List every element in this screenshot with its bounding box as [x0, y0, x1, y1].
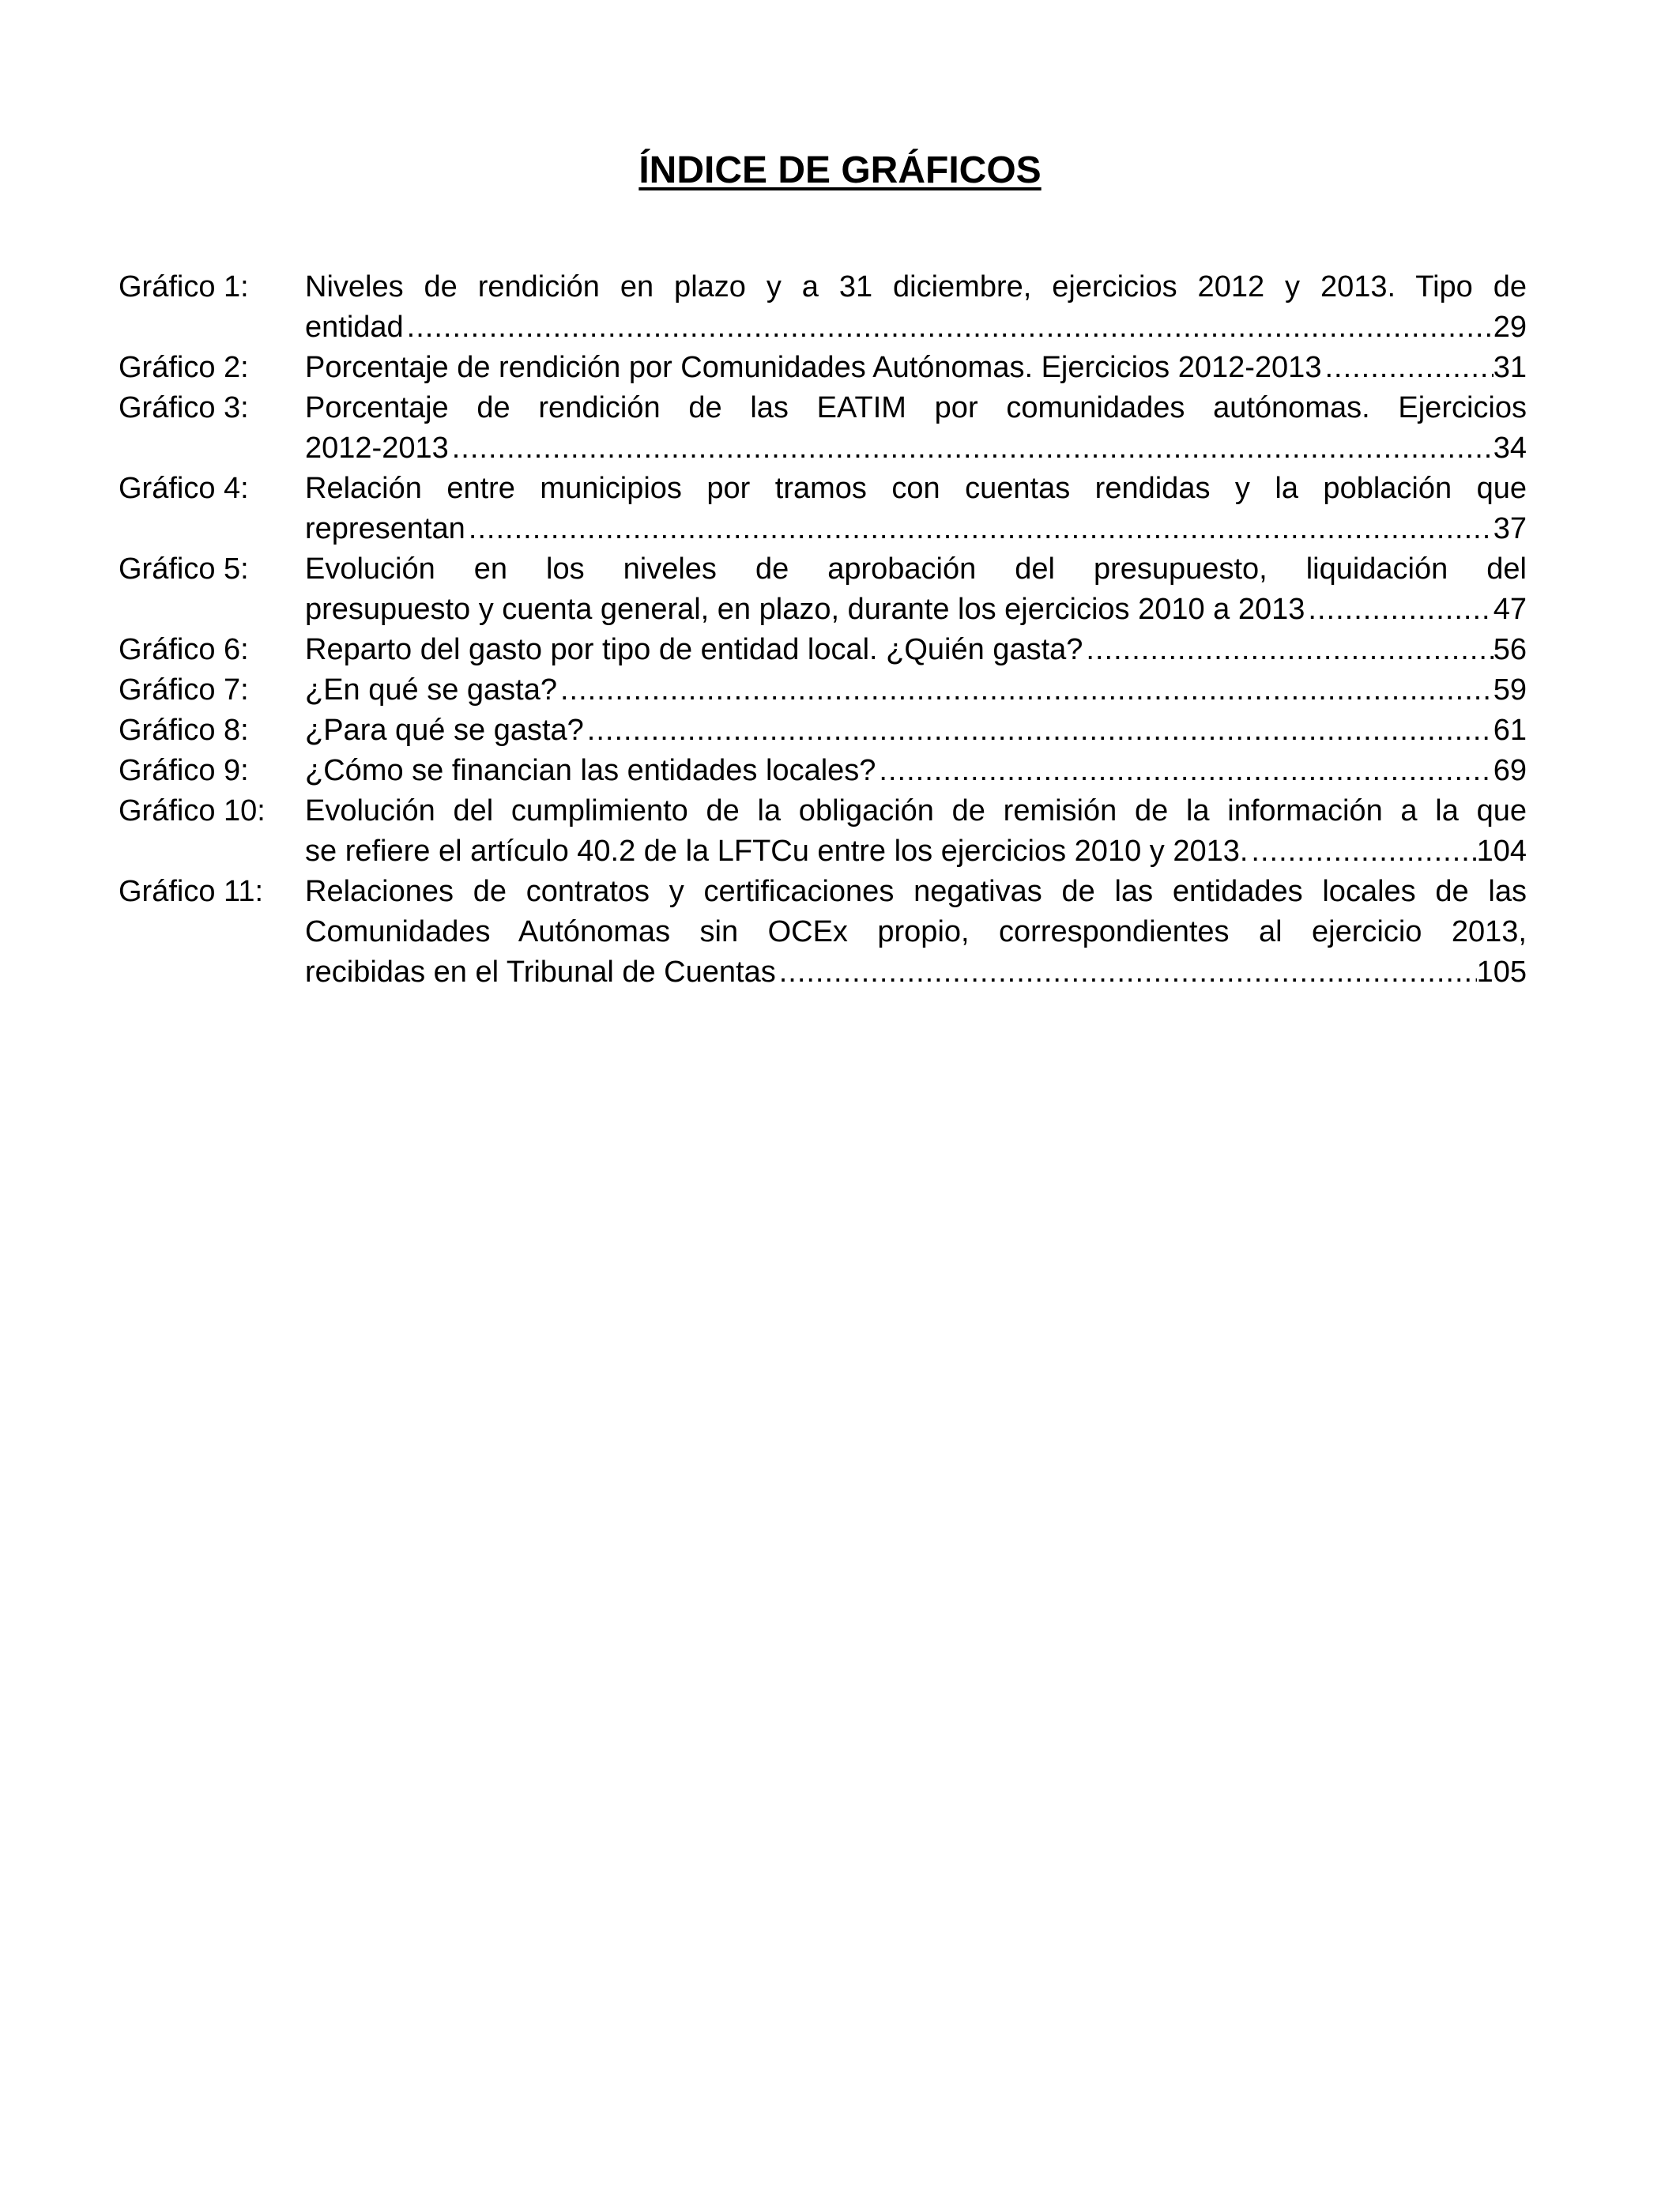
toc-entry-line: Porcentaje de rendición de las EATIM por comunidades autónomas. Ejercicios: [305, 391, 1527, 424]
dot-leader: [876, 751, 1493, 791]
toc-entry-line: Comunidades Autónomas sin OCEx propio, correspondientes al ejercicio 2013,: [305, 915, 1527, 948]
toc-entry-body: [305, 348, 1527, 388]
toc-entry-last-line: [305, 307, 1527, 348]
toc-entry-text: ¿Para qué se gasta?: [305, 714, 584, 747]
dot-leader: [449, 428, 1494, 469]
toc-entry-text: representan: [305, 512, 465, 545]
toc-entry-text: Porcentaje de rendición por Comunidades Autónomas. Ejercicios 2012-2013: [305, 351, 1322, 384]
toc-entry-last-line: [305, 751, 1527, 791]
toc-entry-body: [305, 469, 1527, 549]
toc-entry-last-line: [305, 509, 1527, 549]
toc-entry-text: entidad: [305, 311, 404, 344]
toc-entry-body: [305, 872, 1527, 993]
toc-entry-line: Evolución en los niveles de aprobación del presupuesto, liquidación del: [305, 552, 1527, 586]
toc-entry-page: 37: [1493, 512, 1527, 545]
toc-entry-body: [305, 751, 1527, 791]
toc-entry[interactable]: [119, 388, 1527, 469]
toc-entry-label: Gráfico 3:: [119, 391, 249, 424]
toc-entry-page: 56: [1493, 633, 1527, 666]
toc-entry-page: 34: [1493, 432, 1527, 465]
toc-entry[interactable]: [119, 751, 1527, 791]
toc-entry-line: Niveles de rendición en plazo y a 31 diciembre, ejercicios 2012 y 2013. Tipo de: [305, 270, 1527, 303]
toc-entry-body: [305, 670, 1527, 711]
toc-entry-text: se refiere el artículo 40.2 de la LFTCu entre los ejercicios 2010 y 2013.: [305, 835, 1249, 868]
toc-entry-label: Gráfico 11:: [119, 875, 264, 908]
toc-entry-last-line: [305, 630, 1527, 670]
toc-entry-last-line: [305, 711, 1527, 751]
toc-entry-page: 69: [1493, 754, 1527, 787]
toc-entry-label: Gráfico 7:: [119, 673, 249, 707]
toc-entry-label: Gráfico 10:: [119, 794, 266, 827]
toc-entry[interactable]: [119, 469, 1527, 549]
toc-entry-body: [305, 549, 1527, 630]
dot-leader: [1321, 348, 1493, 388]
toc-entry-page: 61: [1493, 714, 1527, 747]
toc-entry-body: [305, 630, 1527, 670]
toc-entry-last-line: [305, 952, 1527, 993]
toc-entry-last-line: [305, 348, 1527, 388]
toc-entry-body: [305, 711, 1527, 751]
toc-entry-line: Relación entre municipios por tramos con cuentas rendidas y la población que: [305, 472, 1527, 505]
toc-entry-page: 105: [1476, 956, 1527, 989]
toc-entry-label: Gráfico 2:: [119, 351, 249, 384]
dot-leader: [584, 711, 1494, 751]
dot-leader: [1083, 630, 1493, 670]
toc-entry-text: ¿Cómo se financian las entidades locales?: [305, 754, 876, 787]
toc-entry-page: 31: [1493, 351, 1527, 384]
toc-entry-last-line: [305, 590, 1527, 630]
toc-entry-text: ¿En qué se gasta?: [305, 673, 557, 707]
toc-entry-body: [305, 388, 1527, 469]
dot-leader: [1305, 590, 1493, 630]
toc-entry-label: Gráfico 4:: [119, 472, 249, 505]
toc-entry-text: recibidas en el Tribunal de Cuentas: [305, 956, 776, 989]
table-of-contents: [119, 267, 1527, 993]
toc-entry-label: Gráfico 9:: [119, 754, 249, 787]
toc-entry-text: 2012-2013: [305, 432, 449, 465]
toc-entry-label: Gráfico 8:: [119, 714, 249, 747]
dot-leader: [465, 509, 1494, 549]
toc-entry-page: 47: [1493, 593, 1527, 626]
toc-entry-body: [305, 791, 1527, 872]
toc-entry-label: Gráfico 1:: [119, 270, 249, 303]
toc-entry-page: 104: [1476, 835, 1527, 868]
dot-leader: [404, 307, 1494, 348]
toc-entry[interactable]: [119, 670, 1527, 711]
toc-entry-last-line: [305, 831, 1527, 872]
toc-entry-text: presupuesto y cuenta general, en plazo, durante los ejercicios 2010 a 2013: [305, 593, 1305, 626]
toc-entry-last-line: [305, 428, 1527, 469]
toc-entry-page: 59: [1493, 673, 1527, 707]
toc-entry[interactable]: [119, 267, 1527, 348]
toc-entry[interactable]: [119, 630, 1527, 670]
toc-entry-page: 29: [1493, 311, 1527, 344]
toc-entry-body: [305, 267, 1527, 348]
toc-entry-last-line: [305, 670, 1527, 711]
dot-leader: [776, 952, 1477, 993]
toc-entry[interactable]: [119, 872, 1527, 993]
toc-entry-text: Reparto del gasto por tipo de entidad local. ¿Quién gasta?: [305, 633, 1083, 666]
toc-entry-line: Relaciones de contratos y certificaciones negativas de las entidades locales de las: [305, 875, 1527, 908]
toc-entry[interactable]: [119, 791, 1527, 872]
dot-leader: [1248, 831, 1476, 872]
toc-entry-line: Evolución del cumplimiento de la obligación de remisión de la información a la que: [305, 794, 1527, 827]
toc-entry[interactable]: [119, 348, 1527, 388]
dot-leader: [557, 670, 1494, 711]
toc-entry-label: Gráfico 5:: [119, 552, 249, 586]
toc-entry[interactable]: [119, 549, 1527, 630]
page-title: ÍNDICE DE GRÁFICOS: [638, 149, 1042, 191]
toc-entry-label: Gráfico 6:: [119, 633, 249, 666]
toc-entry[interactable]: [119, 711, 1527, 751]
